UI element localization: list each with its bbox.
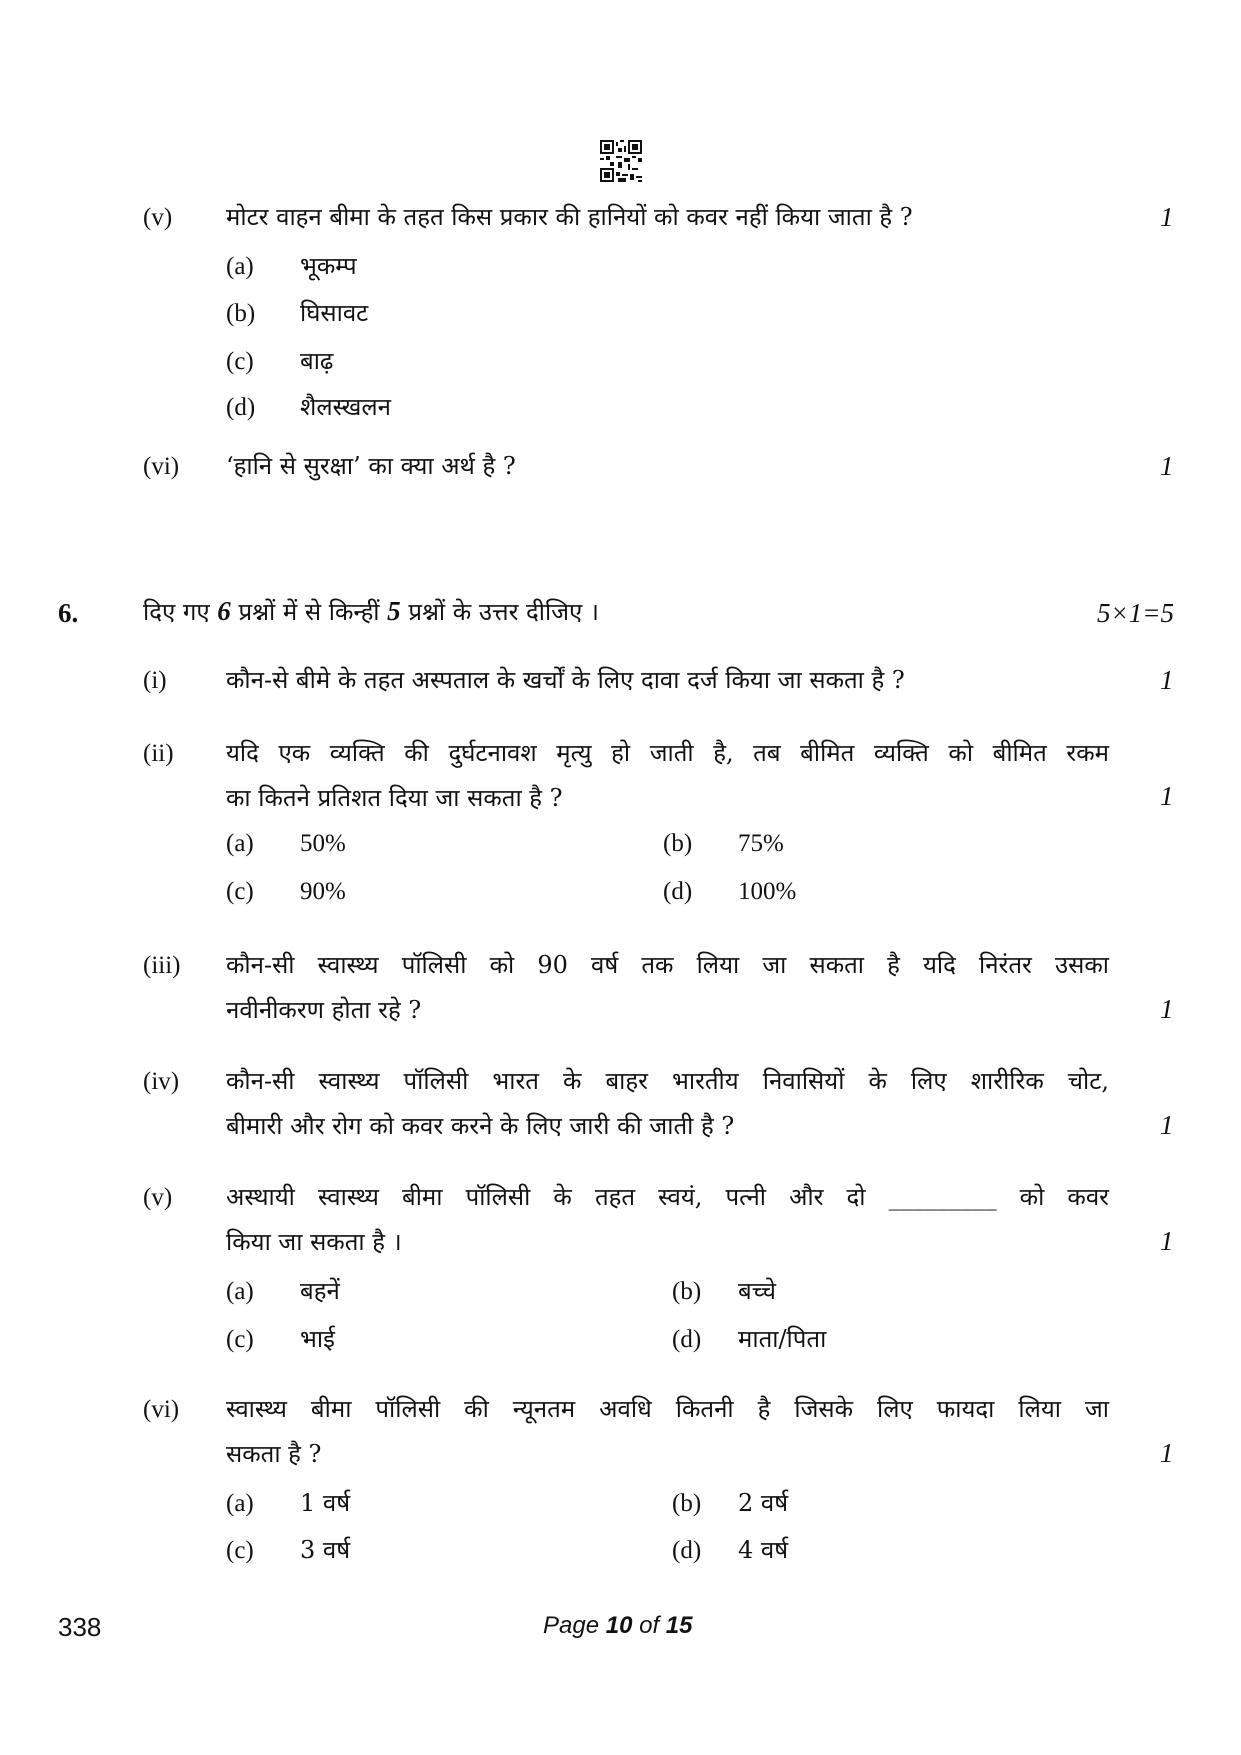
question-text: सकता है ? (226, 1440, 322, 1468)
question-text: बीमारी और रोग को कवर करने के लिए जारी की जाती है ? (226, 1112, 735, 1140)
option-label: (d) (663, 878, 693, 905)
question-number: (iv) (143, 1068, 180, 1095)
page-number: 10 (605, 1612, 633, 1639)
question-number: (ii) (143, 740, 174, 767)
option-label: (d) (226, 394, 256, 421)
question-number: (i) (143, 667, 167, 694)
question-text: स्वास्थ्य बीमा पॉलिसी की न्यूनतम अवधि कितनी है जिसके लिए फायदा लिया जा (226, 1395, 1109, 1423)
question-marks: 1 (1160, 781, 1174, 811)
question-text: कौन-सी स्वास्थ्य पॉलिसी भारत के बाहर भारतीय निवासियों के लिए शारीरिक चोट, (226, 1067, 1109, 1095)
question-number: (vi) (143, 1396, 180, 1423)
option-text: भाई (300, 1325, 335, 1353)
option-label: (a) (226, 1278, 254, 1305)
option-text: 3 वर्ष (300, 1536, 351, 1564)
option-label: (b) (226, 300, 256, 327)
paper-code: 338 (58, 1612, 102, 1642)
option-text: 75% (738, 830, 784, 857)
page-total: 15 (665, 1612, 693, 1639)
page-word: Page (543, 1612, 600, 1639)
option-label: (b) (672, 1490, 702, 1517)
question-text: यदि एक व्यक्ति की दुर्घटनावश मृत्यु हो जाती है, तब बीमित व्यक्ति को बीमित रकम (226, 739, 1109, 767)
question-number-6: 6. (58, 598, 79, 628)
option-text: बहनें (300, 1277, 340, 1305)
question-number: (vi) (143, 453, 180, 480)
option-text: भूकम्प (300, 252, 357, 280)
question-text: मोटर वाहन बीमा के तहत किस प्रकार की हानियों को कवर नहीं किया जाता है ? (226, 203, 913, 231)
option-label: (b) (663, 830, 693, 857)
option-text: 2 वर्ष (738, 1489, 789, 1517)
option-label: (b) (672, 1278, 702, 1305)
option-text: बच्चे (738, 1277, 776, 1305)
option-text: 4 वर्ष (738, 1536, 789, 1564)
qr-code-icon (600, 140, 642, 182)
question-marks: 1 (1160, 202, 1174, 232)
option-label: (c) (226, 878, 254, 905)
question-text: कौन-सी स्वास्थ्य पॉलिसी को 90 वर्ष तक लिया जा सकता है यदि निरंतर उसका (226, 951, 1109, 979)
question-text: अस्थायी स्वास्थ्य बीमा पॉलिसी के तहत स्वयं, पत्नी और दो _________ को कवर (226, 1183, 1109, 1211)
option-text: 90% (300, 878, 346, 905)
instruction-text: प्रश्नों में से किन्हीं (238, 598, 380, 626)
option-label: (a) (226, 1490, 254, 1517)
question-text: का कितने प्रतिशत दिया जा सकता है ? (226, 784, 563, 812)
option-label: (d) (672, 1537, 702, 1564)
instruction-count-required: 5 (387, 596, 401, 626)
instruction-count-total: 6 (217, 596, 231, 626)
q6-total-marks: 5×1=5 (1097, 598, 1174, 628)
question-marks: 1 (1160, 994, 1174, 1024)
option-text: बाढ़ (300, 347, 334, 375)
option-label: (c) (226, 1326, 254, 1353)
q6-instruction (143, 589, 599, 634)
instruction-text: प्रश्नों के उत्तर दीजिए । (408, 598, 600, 626)
question-number: (iii) (143, 952, 181, 979)
option-label: (d) (672, 1326, 702, 1353)
option-text: माता/पिता (738, 1325, 827, 1353)
option-text: 50% (300, 830, 346, 857)
question-marks: 1 (1160, 1110, 1174, 1140)
question-text: कौन-से बीमे के तहत अस्पताल के खर्चों के लिए दावा दर्ज किया जा सकता है ? (226, 666, 905, 694)
option-label: (a) (226, 253, 254, 280)
instruction-text: दिए गए (143, 598, 210, 626)
question-text: नवीनीकरण होता रहे ? (226, 996, 422, 1024)
of-word: of (639, 1612, 660, 1639)
question-marks: 1 (1160, 665, 1174, 695)
question-number: (v) (143, 204, 173, 231)
question-text: किया जा सकता है । (226, 1228, 402, 1256)
option-label: (c) (226, 1537, 254, 1564)
page-indicator (543, 1612, 693, 1640)
option-text: 1 वर्ष (300, 1489, 351, 1517)
question-number: (v) (143, 1184, 173, 1211)
question-text: ‘हानि से सुरक्षा’ का क्या अर्थ है ? (226, 452, 516, 480)
option-label: (c) (226, 348, 254, 375)
option-text: शैलस्खलन (300, 393, 391, 421)
question-marks: 1 (1160, 451, 1174, 481)
question-marks: 1 (1160, 1438, 1174, 1468)
question-marks: 1 (1160, 1226, 1174, 1256)
option-text: घिसावट (300, 299, 369, 327)
option-label: (a) (226, 830, 254, 857)
option-text: 100% (738, 878, 797, 905)
